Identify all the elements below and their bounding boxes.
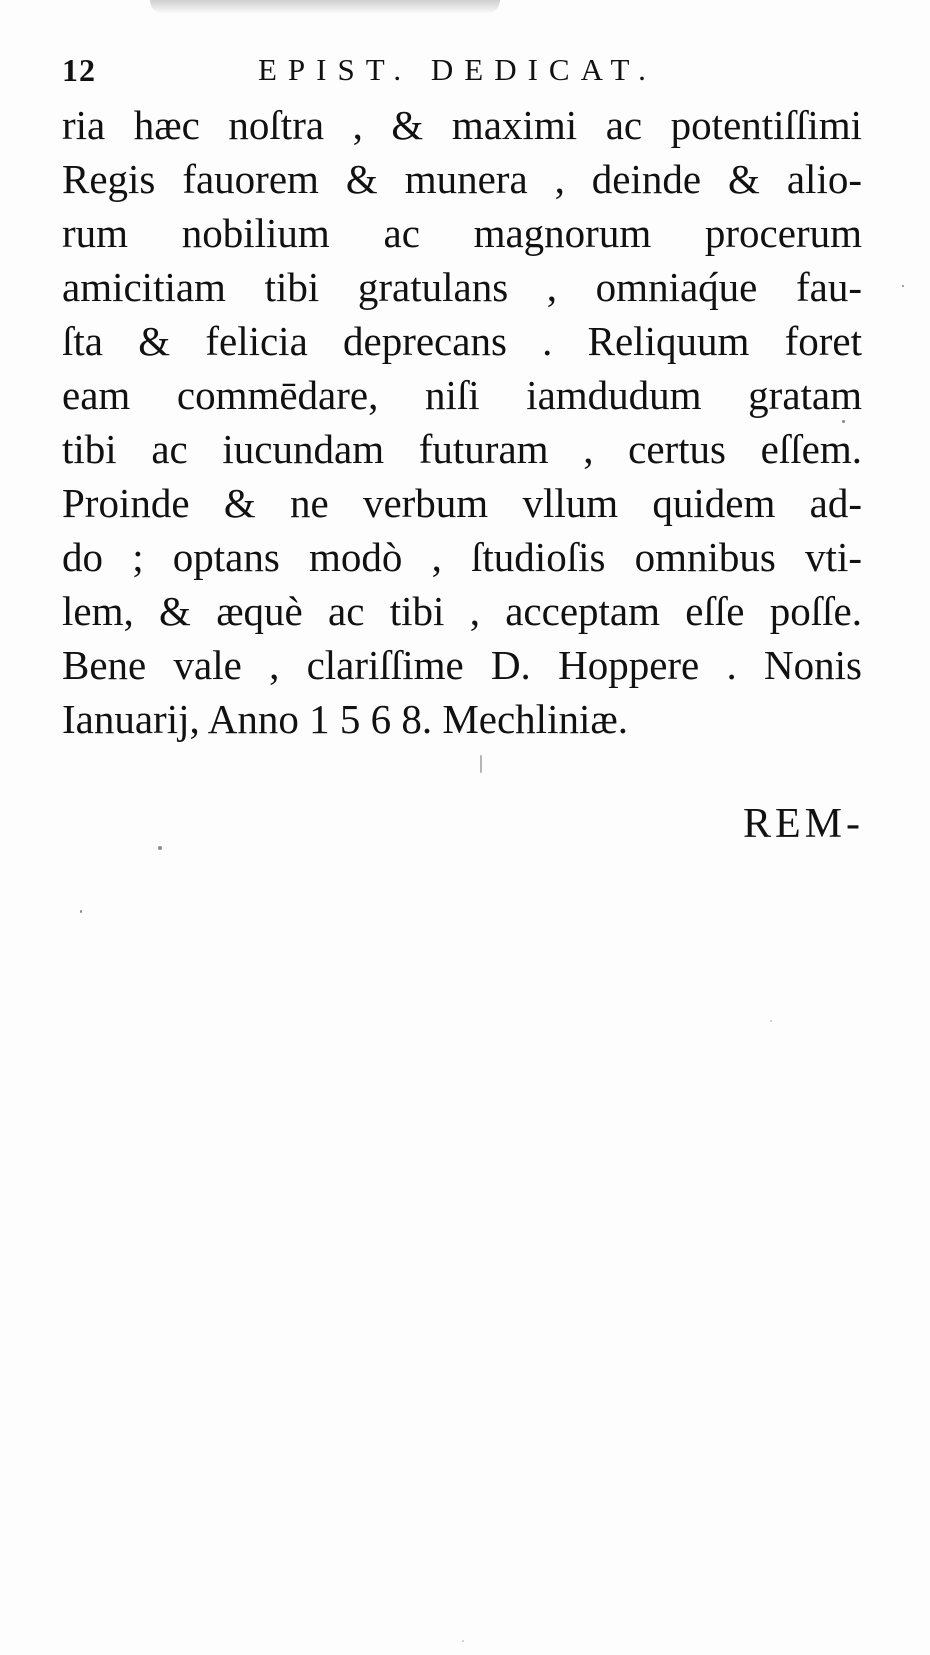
body-text — [62, 98, 862, 746]
paper-speck — [902, 285, 904, 287]
text-line: do ; optans modò , ſtudioſis omnibus vti- — [62, 534, 862, 580]
text-line: Regis fauorem & munera , deinde & alio- — [62, 156, 862, 202]
paper-speck — [480, 755, 482, 773]
text-line: lem, & æquè ac tibi , acceptam eſſe poſſe. — [62, 588, 862, 634]
text-line: ſta & felicia deprecans . Reliquum foret — [62, 318, 862, 364]
paper-speck — [462, 1640, 464, 1642]
text-line: rum nobilium ac magnorum procerum — [62, 210, 862, 256]
text-line: Bene vale , clariſſime D. Hoppere . Nonis — [62, 642, 862, 688]
paper-speck — [842, 420, 845, 423]
page-number: 12 — [62, 52, 96, 88]
running-title: EPIST. DEDICAT. — [258, 52, 657, 87]
scan-smudge — [150, 0, 500, 14]
running-head — [62, 52, 862, 96]
catchword: REM- — [743, 801, 864, 847]
text-line: eam commēdare, niſi iamdudum gratam — [62, 372, 862, 418]
text-line: tibi ac iucundam futuram , certus eſſem. — [62, 426, 862, 472]
paper-speck — [770, 1020, 772, 1022]
text-line: ria hæc noſtra , & maximi ac potentiſſimi — [62, 102, 862, 148]
text-line: amicitiam tibi gratulans , omniaq́ue fau- — [62, 264, 862, 310]
paper-speck — [80, 910, 82, 913]
text-line: Ianuarij, Anno 1 5 6 8. Mechliniæ. — [62, 696, 628, 742]
text-line: Proinde & ne verbum vllum quidem ad- — [62, 480, 862, 526]
paper-speck — [158, 846, 162, 850]
